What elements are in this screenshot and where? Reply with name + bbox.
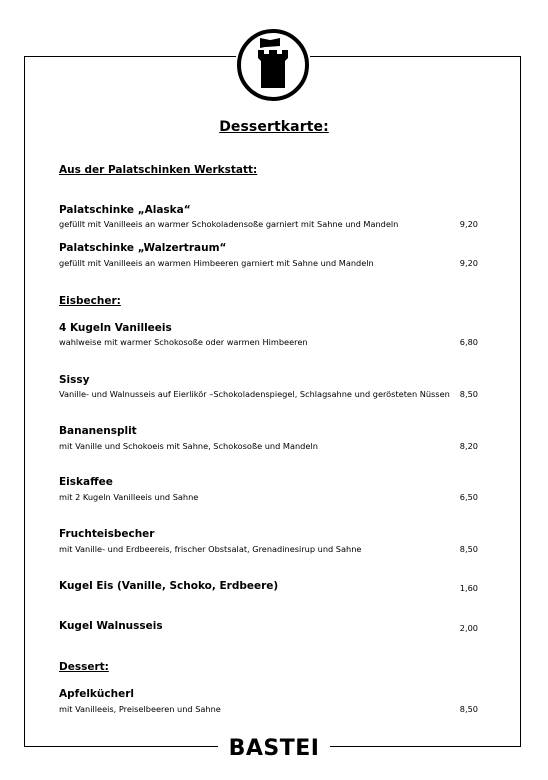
item-price: 8,50 [459, 389, 478, 399]
item-price: 6,50 [459, 492, 478, 502]
item-name: Palatschinke „Alaska“ [59, 204, 191, 216]
section-heading-palatschinken: Aus der Palatschinken Werkstatt: [59, 164, 258, 176]
item-description: mit Vanille und Schokoeis mit Sahne, Schokosoße und Mandeln [59, 441, 318, 451]
item-price: 8,50 [459, 544, 478, 554]
item-price: 9,20 [459, 258, 478, 268]
item-name: Kugel Walnusseis [59, 620, 163, 632]
tower-logo-icon [236, 28, 310, 102]
item-name: 4 Kugeln Vanilleeis [59, 322, 172, 334]
section-heading-eisbecher: Eisbecher: [59, 295, 121, 307]
item-name: Eiskaffee [59, 476, 113, 488]
menu-frame [24, 56, 521, 747]
item-name: Kugel Eis (Vanille, Schoko, Erdbeere) [59, 580, 279, 592]
wordmark: BASTEI [228, 736, 320, 761]
item-price: 6,80 [459, 337, 478, 347]
item-name: Palatschinke „Walzertraum“ [59, 242, 227, 254]
item-price: 8,50 [459, 704, 478, 714]
item-name: Apfelkücherl [59, 688, 134, 700]
section-heading-dessert: Dessert: [59, 661, 109, 673]
item-description: wahlweise mit warmer Schokosoße oder warmen Himbeeren [59, 337, 308, 347]
bastei-wordmark-logo [218, 734, 330, 764]
item-price: 9,20 [459, 219, 478, 229]
item-description: gefüllt mit Vanilleeis an warmen Himbeeren garniert mit Sahne und Mandeln [59, 258, 374, 268]
item-description: mit Vanilleeis, Preiselbeeren und Sahne [59, 704, 221, 714]
item-name: Fruchteisbecher [59, 528, 155, 540]
item-description: Vanille- und Walnusseis auf Eierlikör –Schokoladenspiegel, Schlagsahne und gerösteten Nüssen [59, 389, 450, 399]
item-name: Sissy [59, 374, 90, 386]
item-description: mit 2 Kugeln Vanilleeis und Sahne [59, 492, 199, 502]
item-price: 1,60 [459, 583, 478, 593]
item-description: mit Vanille- und Erdbeereis, frischer Obstsalat, Grenadinesirup und Sahne [59, 544, 362, 554]
item-price: 8,20 [459, 441, 478, 451]
page-title: Dessertkarte: [219, 119, 329, 135]
item-name: Bananensplit [59, 425, 137, 437]
item-description: gefüllt mit Vanilleeis an warmer Schokoladensoße garniert mit Sahne und Mandeln [59, 219, 399, 229]
item-price: 2,00 [459, 623, 478, 633]
